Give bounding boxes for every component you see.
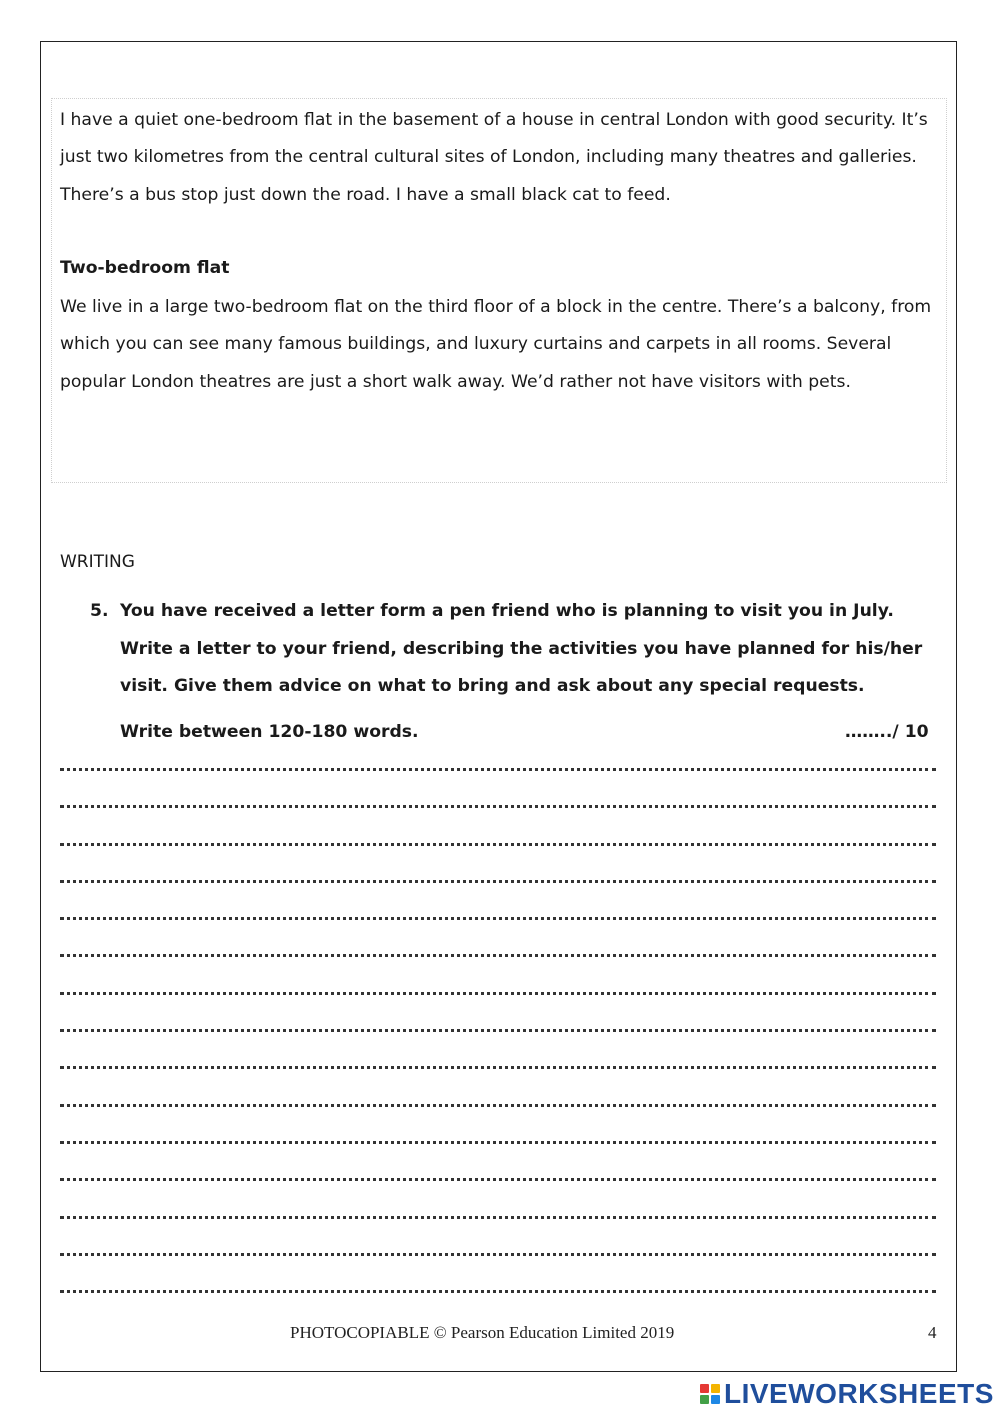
word-limit: Write between 120-180 words. [120, 722, 419, 742]
answer-line[interactable] [60, 1216, 936, 1219]
answer-line[interactable] [60, 1253, 936, 1256]
two-bedroom-description: We live in a large two-bedroom flat on the third floor of a block in the centre. There’s a balcony, from which you can see many famous buildings, and luxury curtains and carpets in all rooms. Several popular London theatres are just a short walk away. We’d rather not have visitors with pets. [60, 297, 932, 392]
task-instructions: You have received a letter form a pen friend who is planning to visit you in July. Write a letter to your friend, describing the activities you have planned for his/her visit. Give them advice on what to bring and ask about any special requests. [120, 601, 923, 696]
answer-line[interactable] [60, 1290, 936, 1293]
answer-line[interactable] [60, 954, 936, 957]
answer-line[interactable] [60, 880, 936, 883]
liveworksheets-logo [700, 1377, 994, 1411]
answer-line[interactable] [60, 1029, 936, 1032]
answer-line[interactable] [60, 805, 936, 808]
two-bedroom-heading: Two-bedroom flat [60, 258, 230, 278]
answer-line[interactable] [60, 843, 936, 846]
answer-line[interactable] [60, 1066, 936, 1069]
one-bedroom-description: I have a quiet one-bedroom flat in the basement of a house in central London with good security. It’s just two kilometres from the central cultural sites of London, including many theatres and galleries. There’s a bus stop just down the road. I have a small black cat to feed. [60, 110, 928, 205]
logo-mark-icon [700, 1384, 720, 1404]
footer-copyright: PHOTOCOPIABLE © Pearson Education Limited 2019 [290, 1323, 675, 1342]
score-blank: ……../ 10 [845, 722, 929, 742]
answer-line[interactable] [60, 1141, 936, 1144]
answer-line[interactable] [60, 992, 936, 995]
task-number: 5. [90, 601, 109, 621]
page-number: 4 [928, 1323, 937, 1342]
answer-area[interactable] [60, 768, 936, 1327]
answer-line[interactable] [60, 1104, 936, 1107]
answer-line[interactable] [60, 768, 936, 771]
answer-line[interactable] [60, 1178, 936, 1181]
brand-wordmark: LIVEWORKSHEETS [724, 1378, 994, 1409]
writing-section-label: WRITING [60, 552, 135, 572]
answer-line[interactable] [60, 917, 936, 920]
